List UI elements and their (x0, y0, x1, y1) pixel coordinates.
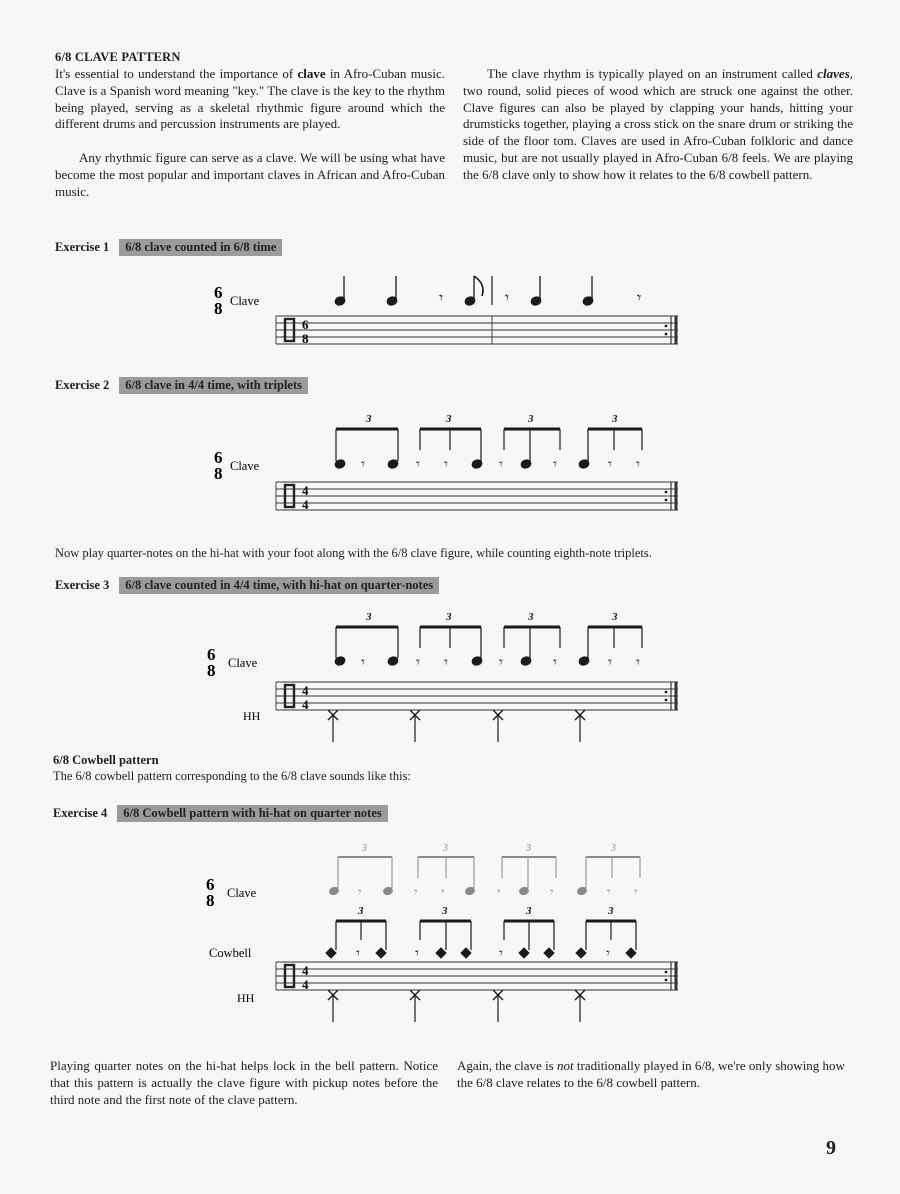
triplet-mark: 3 (358, 905, 364, 917)
exercise-3-header (55, 576, 439, 594)
ex4-clave-label: Clave (227, 886, 257, 900)
bottom-paragraph-right: Again, the clave is not traditionally played in 6/8, we're only showing how the 6/8 clave relates to the 6/8 cowbell pattern. (457, 1058, 845, 1090)
svg-text:𝄾: 𝄾 (607, 884, 611, 899)
triplet-mark: 3 (442, 905, 448, 917)
svg-text:𝄾: 𝄾 (497, 884, 501, 899)
ex3-triplet-groups (334, 611, 642, 671)
ex4-ts-top: 6 (206, 875, 215, 894)
svg-text:𝄾: 𝄾 (444, 655, 448, 671)
cowbell-heading: 6/8 Cowbell pattern (53, 753, 159, 767)
ex3-hihat-notes (328, 710, 585, 742)
ex3-staff-ts-bottom: 4 (302, 697, 309, 712)
exercise-3-title: 6/8 clave counted in 4/4 time, with hi-hat on quarter-notes (119, 577, 439, 594)
ex1-notes (334, 276, 641, 307)
eighth-rest: 𝄾 (637, 290, 642, 307)
page-number: 9 (826, 1137, 836, 1159)
triplet-mark: 3 (526, 905, 532, 917)
svg-text:𝄾: 𝄾 (356, 946, 360, 962)
svg-text:𝄾: 𝄾 (358, 884, 362, 899)
exercise-3-label: Exercise 3 (55, 578, 110, 592)
svg-text:𝄾: 𝄾 (636, 457, 640, 473)
exercise-4-header (53, 804, 388, 822)
ex3-hh-label: HH (243, 709, 261, 723)
eighth-rest: 𝄾 (439, 290, 444, 307)
svg-text:𝄾: 𝄾 (361, 457, 365, 473)
ex1-staff-ts-bottom: 8 (302, 331, 309, 346)
exercise-3-staff (207, 611, 678, 742)
svg-text:𝄾: 𝄾 (606, 946, 610, 962)
svg-text:𝄾: 𝄾 (416, 457, 420, 473)
triplet-mark: 3 (528, 611, 534, 623)
svg-text:𝄾: 𝄾 (499, 655, 503, 671)
triplet-mark: 3 (366, 413, 372, 425)
ex4-clave-faint-groups (329, 843, 640, 899)
svg-text:𝄾: 𝄾 (608, 655, 612, 671)
ex1-ts-top: 6 (214, 283, 223, 302)
triplet-mark: 3 (446, 413, 452, 425)
exercise-4-title: 6/8 Cowbell pattern with hi-hat on quarter notes (117, 805, 387, 822)
svg-text:𝄾: 𝄾 (361, 655, 365, 671)
ex3-ts-bottom: 8 (207, 661, 216, 680)
ex2-triplet-groups (334, 413, 642, 473)
triplet-mark: 3 (612, 611, 618, 623)
ex2-clave-label: Clave (230, 459, 260, 473)
ex1-five-line-staff (276, 316, 678, 344)
svg-text:𝄾: 𝄾 (499, 946, 503, 962)
ex3-clave-label: Clave (228, 656, 258, 670)
triplet-mark: 3 (608, 905, 614, 917)
svg-text:𝄾: 𝄾 (444, 457, 448, 473)
triplet-mark: 3 (366, 611, 372, 623)
ex4-cowbell-label: Cowbell (209, 946, 252, 960)
svg-text:𝄾: 𝄾 (636, 655, 640, 671)
exercise-4-label: Exercise 4 (53, 806, 108, 820)
cowbell-intro: The 6/8 cowbell pattern corresponding to the 6/8 clave sounds like this: (53, 769, 411, 783)
ex4-staff-ts-top: 4 (302, 963, 309, 978)
ex2-staff-ts-bottom: 4 (302, 497, 309, 512)
ex4-hh-label: HH (237, 991, 255, 1005)
ex2-ts-bottom: 8 (214, 464, 223, 483)
exercise-1-staff (214, 276, 678, 346)
ex3-five-line-staff (276, 682, 678, 710)
exercise-2-staff (214, 413, 678, 512)
exercise-1-title: 6/8 clave counted in 6/8 time (119, 239, 282, 256)
section-heading: 6/8 CLAVE PATTERN (55, 50, 181, 64)
intro-paragraph-1: It's essential to understand the importance of clave in Afro-Cuban music. Clave is a Spanish word meaning "key." The clave is the key to the rhythm being played, serving as a skeletal rhythmic figure around which the different drums and percussion instruments are played. (55, 66, 446, 132)
triplet-mark: 3 (526, 843, 531, 854)
svg-text:𝄾: 𝄾 (415, 946, 419, 962)
ex4-hihat-notes (328, 990, 585, 1022)
exercise-4-staff (206, 843, 678, 1022)
svg-text:𝄾: 𝄾 (416, 655, 420, 671)
intro-paragraph-2: Any rhythmic figure can serve as a clave. We will be using what have become the most popular and important claves in African and Afro-Cuban music. (55, 150, 445, 199)
ex2-staff-ts-top: 4 (302, 483, 309, 498)
triplet-mark: 3 (443, 843, 448, 854)
ex4-cowbell-groups (326, 905, 636, 962)
exercise-2-title: 6/8 clave in 4/4 time, with triplets (119, 377, 308, 394)
instruction-text: Now play quarter-notes on the hi-hat with your foot along with the 6/8 clave figure, while counting eighth-note triplets. (55, 546, 652, 560)
svg-text:𝄾: 𝄾 (499, 457, 503, 473)
triplet-mark: 3 (446, 611, 452, 623)
svg-text:𝄾: 𝄾 (441, 884, 445, 899)
svg-text:𝄾: 𝄾 (550, 884, 554, 899)
svg-text:𝄾: 𝄾 (553, 655, 557, 671)
ex1-staff-ts-top: 6 (302, 317, 309, 332)
svg-text:𝄾: 𝄾 (634, 884, 638, 899)
ex4-ts-bottom: 8 (206, 891, 215, 910)
svg-text:𝄾: 𝄾 (414, 884, 418, 899)
triplet-mark: 3 (528, 413, 534, 425)
ex3-staff-ts-top: 4 (302, 683, 309, 698)
triplet-mark: 3 (362, 843, 367, 854)
ex1-clave-label: Clave (230, 294, 260, 308)
triplet-mark: 3 (612, 413, 618, 425)
ex2-ts-top: 6 (214, 448, 223, 467)
ex4-five-line-staff (276, 962, 678, 990)
svg-text:𝄾: 𝄾 (608, 457, 612, 473)
exercise-2-label: Exercise 2 (55, 378, 110, 392)
exercise-2-header (55, 376, 308, 394)
intro-paragraph-right: The clave rhythm is typically played on an instrument called claves, two round, solid pieces of wood which are struck one against the other. Clave figures can also be played by clapping your hands, hitting your drumsticks together, playing a cross stick on the snare drum or striking the side of the floor tom. Claves are used in Afro-Cuban folkloric and dance music, but are not usually played in Afro-Cuban 6/8 feels. We are playing the 6/8 clave only to show how it relates to the 6/8 cowbell pattern. (463, 66, 853, 182)
ex3-ts-top: 6 (207, 645, 216, 664)
ex4-staff-ts-bottom: 4 (302, 977, 309, 992)
bottom-paragraph-left: Playing quarter notes on the hi-hat helps lock in the bell pattern. Notice that this pattern is actually the clave figure with pickup notes before the third note and the first note of the clave pattern. (50, 1058, 438, 1107)
svg-text:𝄾: 𝄾 (553, 457, 557, 473)
exercise-1-label: Exercise 1 (55, 240, 110, 254)
ex2-five-line-staff (276, 482, 678, 510)
ex1-ts-bottom: 8 (214, 299, 223, 318)
eighth-rest: 𝄾 (505, 290, 510, 307)
triplet-mark: 3 (611, 843, 616, 854)
